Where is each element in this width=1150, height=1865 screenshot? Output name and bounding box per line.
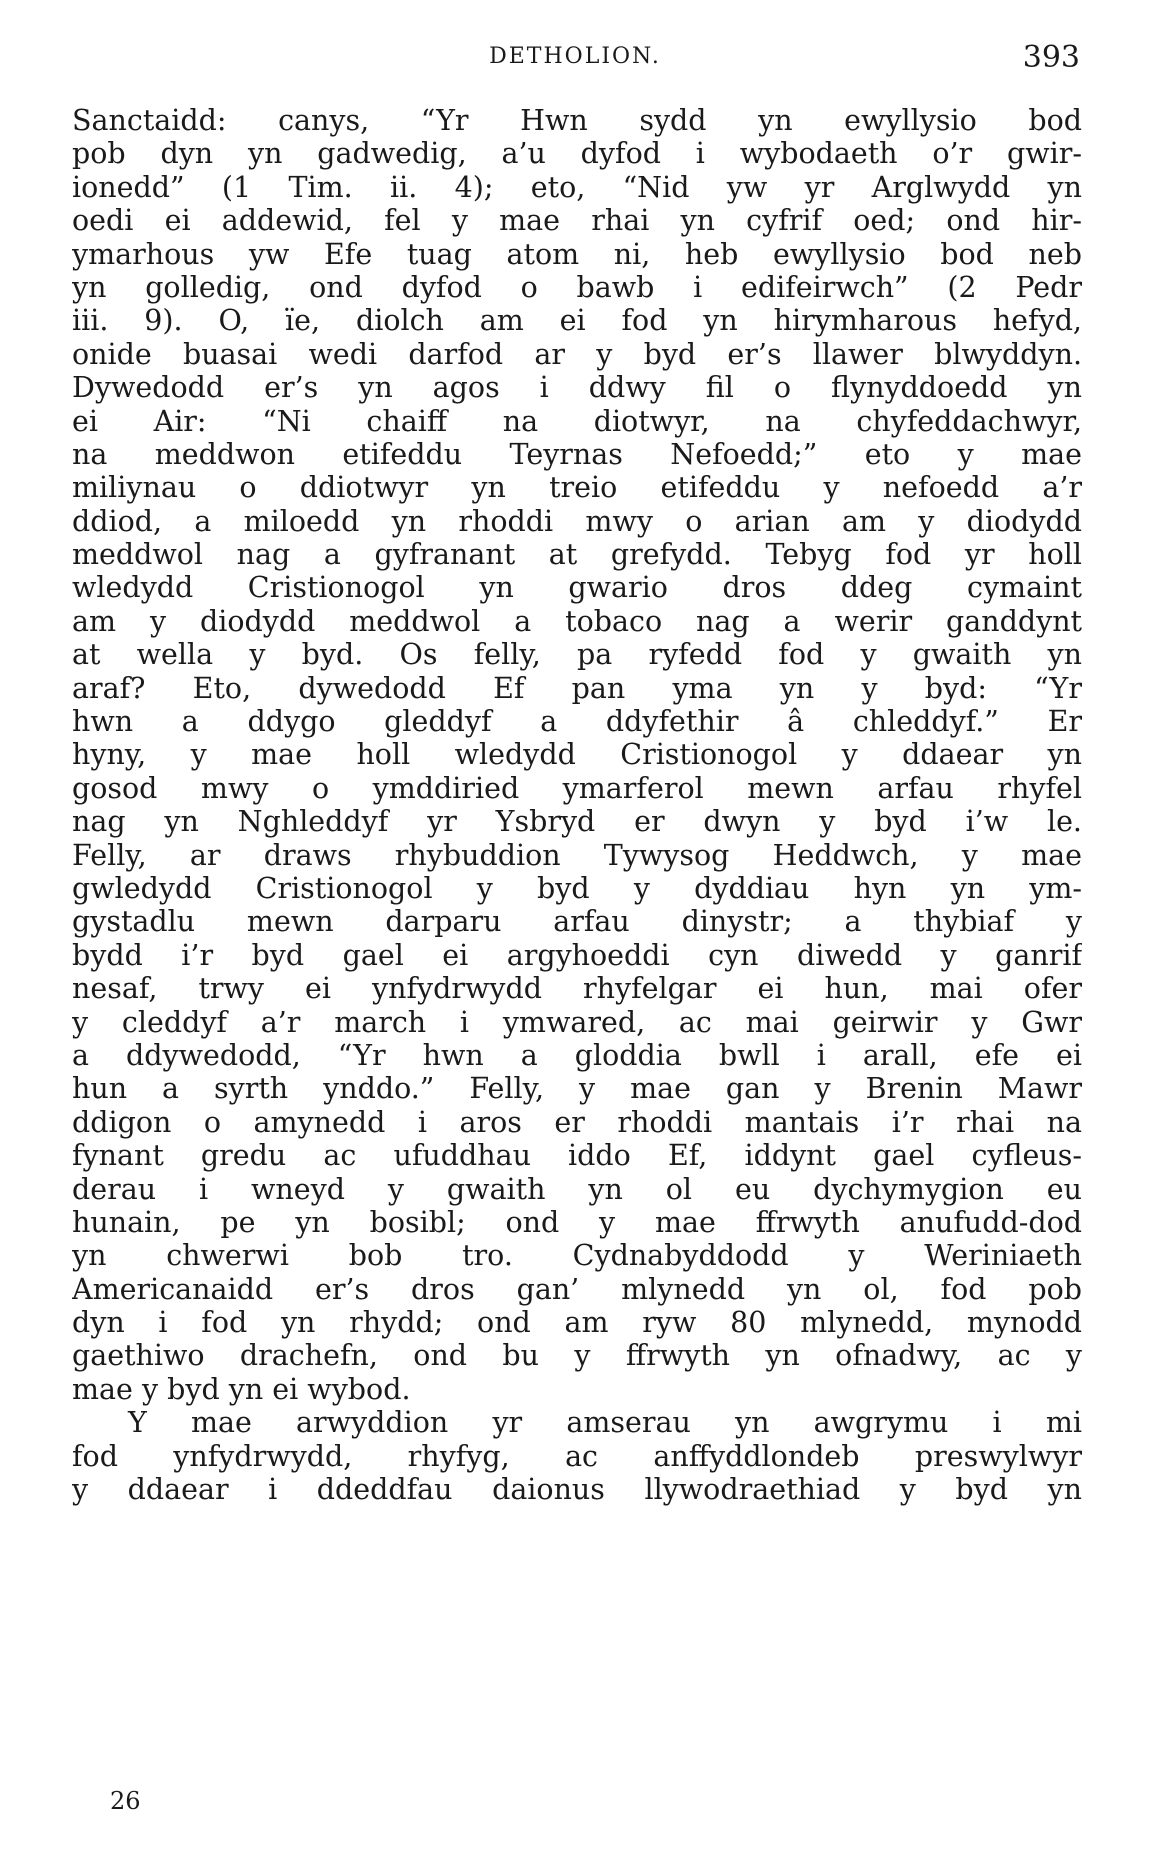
text-line: y ddaear i ddeddfau daionus llywodraethiad y byd yn: [72, 1473, 1082, 1507]
text-line: hwn a ddygo gleddyf a ddyfethir â chleddyf.” Er: [72, 705, 1082, 739]
text-line: bydd i’r byd gael ei argyhoeddi cyn diwedd y ganrif: [72, 938, 1082, 972]
running-head: [70, 40, 1080, 80]
text-line: Y mae arwyddion yr amserau yn awgrymu i mi: [128, 1406, 1082, 1440]
text-line: Dywedodd er’s yn agos i ddwy fil o flynyddoedd yn: [72, 371, 1082, 405]
text-line: yn chwerwi bob tro. Cydnabyddodd y Weriniaeth: [72, 1239, 1082, 1273]
text-line: Americanaidd er’s dros gan’ mlynedd yn ol, fod pob: [72, 1272, 1082, 1306]
text-line: wledydd Cristionogol yn gwario dros ddeg cymaint: [72, 571, 1082, 605]
text-line: Felly, ar draws rhybuddion Tywysog Heddwch, y mae: [72, 838, 1082, 872]
text-line: na meddwon etifeddu Teyrnas Nefoedd;” eto y mae: [72, 437, 1082, 471]
page-number: 393: [1022, 40, 1080, 75]
text-line: nesaf, trwy ei ynfydrwydd rhyfelgar ei hun, mai ofer: [72, 972, 1082, 1006]
text-line: hunain, pe yn bosibl; ond y mae ffrwyth anufudd-dod: [72, 1205, 1082, 1239]
running-title: DETHOLION.: [489, 44, 661, 69]
text-line: yn golledig, ond dyfod o bawb i edifeirwch” (2 Pedr: [72, 270, 1082, 304]
text-line: nag yn Nghleddyf yr Ysbryd er dwyn y byd i’w le.: [72, 805, 1082, 839]
text-line: fynant gredu ac ufuddhau iddo Ef, iddynt gael cyfleus-: [72, 1139, 1082, 1173]
text-line: araf? Eto, dywedodd Ef pan yma yn y byd: “Yr: [72, 671, 1082, 705]
text-line: hun a syrth ynddo.” Felly, y mae gan y Brenin Mawr: [72, 1072, 1082, 1106]
text-line: dyn i fod yn rhydd; ond am ryw 80 mlynedd, mynodd: [72, 1306, 1082, 1340]
text-line: onide buasai wedi darfod ar y byd er’s llawer blwyddyn.: [72, 337, 1082, 371]
text-line: gaethiwo drachefn, ond bu y ffrwyth yn ofnadwy, ac y: [72, 1339, 1082, 1373]
text-line: meddwol nag a gyfranant at grefydd. Tebyg fod yr holl: [72, 538, 1082, 572]
text-line: ddigon o amynedd i aros er rhoddi mantais i’r rhai na: [72, 1105, 1082, 1139]
text-line: derau i wneyd y gwaith yn ol eu dychymygion eu: [72, 1172, 1082, 1206]
text-line: y cleddyf a’r march i ymwared, ac mai geirwir y Gwr: [72, 1005, 1082, 1039]
text-line: ddiod, a miloedd yn rhoddi mwy o arian am y diodydd: [72, 504, 1082, 538]
paragraph-1: [72, 104, 1082, 1406]
text-line: fod ynfydrwydd, rhyfyg, ac anffyddlondeb preswylwyr: [72, 1439, 1082, 1473]
text-line: oedi ei addewid, fel y mae rhai yn cyfrif oed; ond hir-: [72, 204, 1082, 238]
text-line: mae y byd yn ei wybod.: [72, 1372, 411, 1406]
text-line: gystadlu mewn darparu arfau dinystr; a thybiaf y: [72, 905, 1082, 939]
text-line: gosod mwy o ymddiried ymarferol mewn arfau rhyfel: [72, 771, 1082, 805]
text-line: hyny, y mae holl wledydd Cristionogol y ddaear yn: [72, 738, 1082, 772]
text-line: iii. 9). O, ïe, diolch am ei fod yn hirymharous hefyd,: [72, 304, 1082, 338]
text-line: gwledydd Cristionogol y byd y dyddiau hyn yn ym-: [72, 871, 1082, 905]
signature-mark: 26: [110, 1787, 141, 1815]
text-line: at wella y byd. Os felly, pa ryfedd fod y gwaith yn: [72, 638, 1082, 672]
text-line: Sanctaidd: canys, “Yr Hwn sydd yn ewyllysio bod: [72, 104, 1082, 137]
text-line: am y diodydd meddwol a tobaco nag a werir ganddynt: [72, 604, 1082, 638]
text-line: miliynau o ddiotwyr yn treio etifeddu y nefoedd a’r: [72, 471, 1082, 505]
text-line: ymarhous yw Efe tuag atom ni, heb ewyllysio bod neb: [72, 237, 1082, 271]
paragraph-2: [72, 1406, 1082, 1506]
text-line: ionedd” (1 Tim. ii. 4); eto, “Nid yw yr Arglwydd yn: [72, 170, 1082, 204]
body-text: [72, 104, 1082, 1506]
text-line: ei Air: “Ni chaiff na diotwyr, na chyfeddachwyr,: [72, 404, 1082, 438]
text-line: pob dyn yn gadwedig, a’u dyfod i wybodaeth o’r gwir-: [72, 137, 1082, 171]
text-line: a ddywedodd, “Yr hwn a gloddia bwll i arall, efe ei: [72, 1038, 1082, 1072]
